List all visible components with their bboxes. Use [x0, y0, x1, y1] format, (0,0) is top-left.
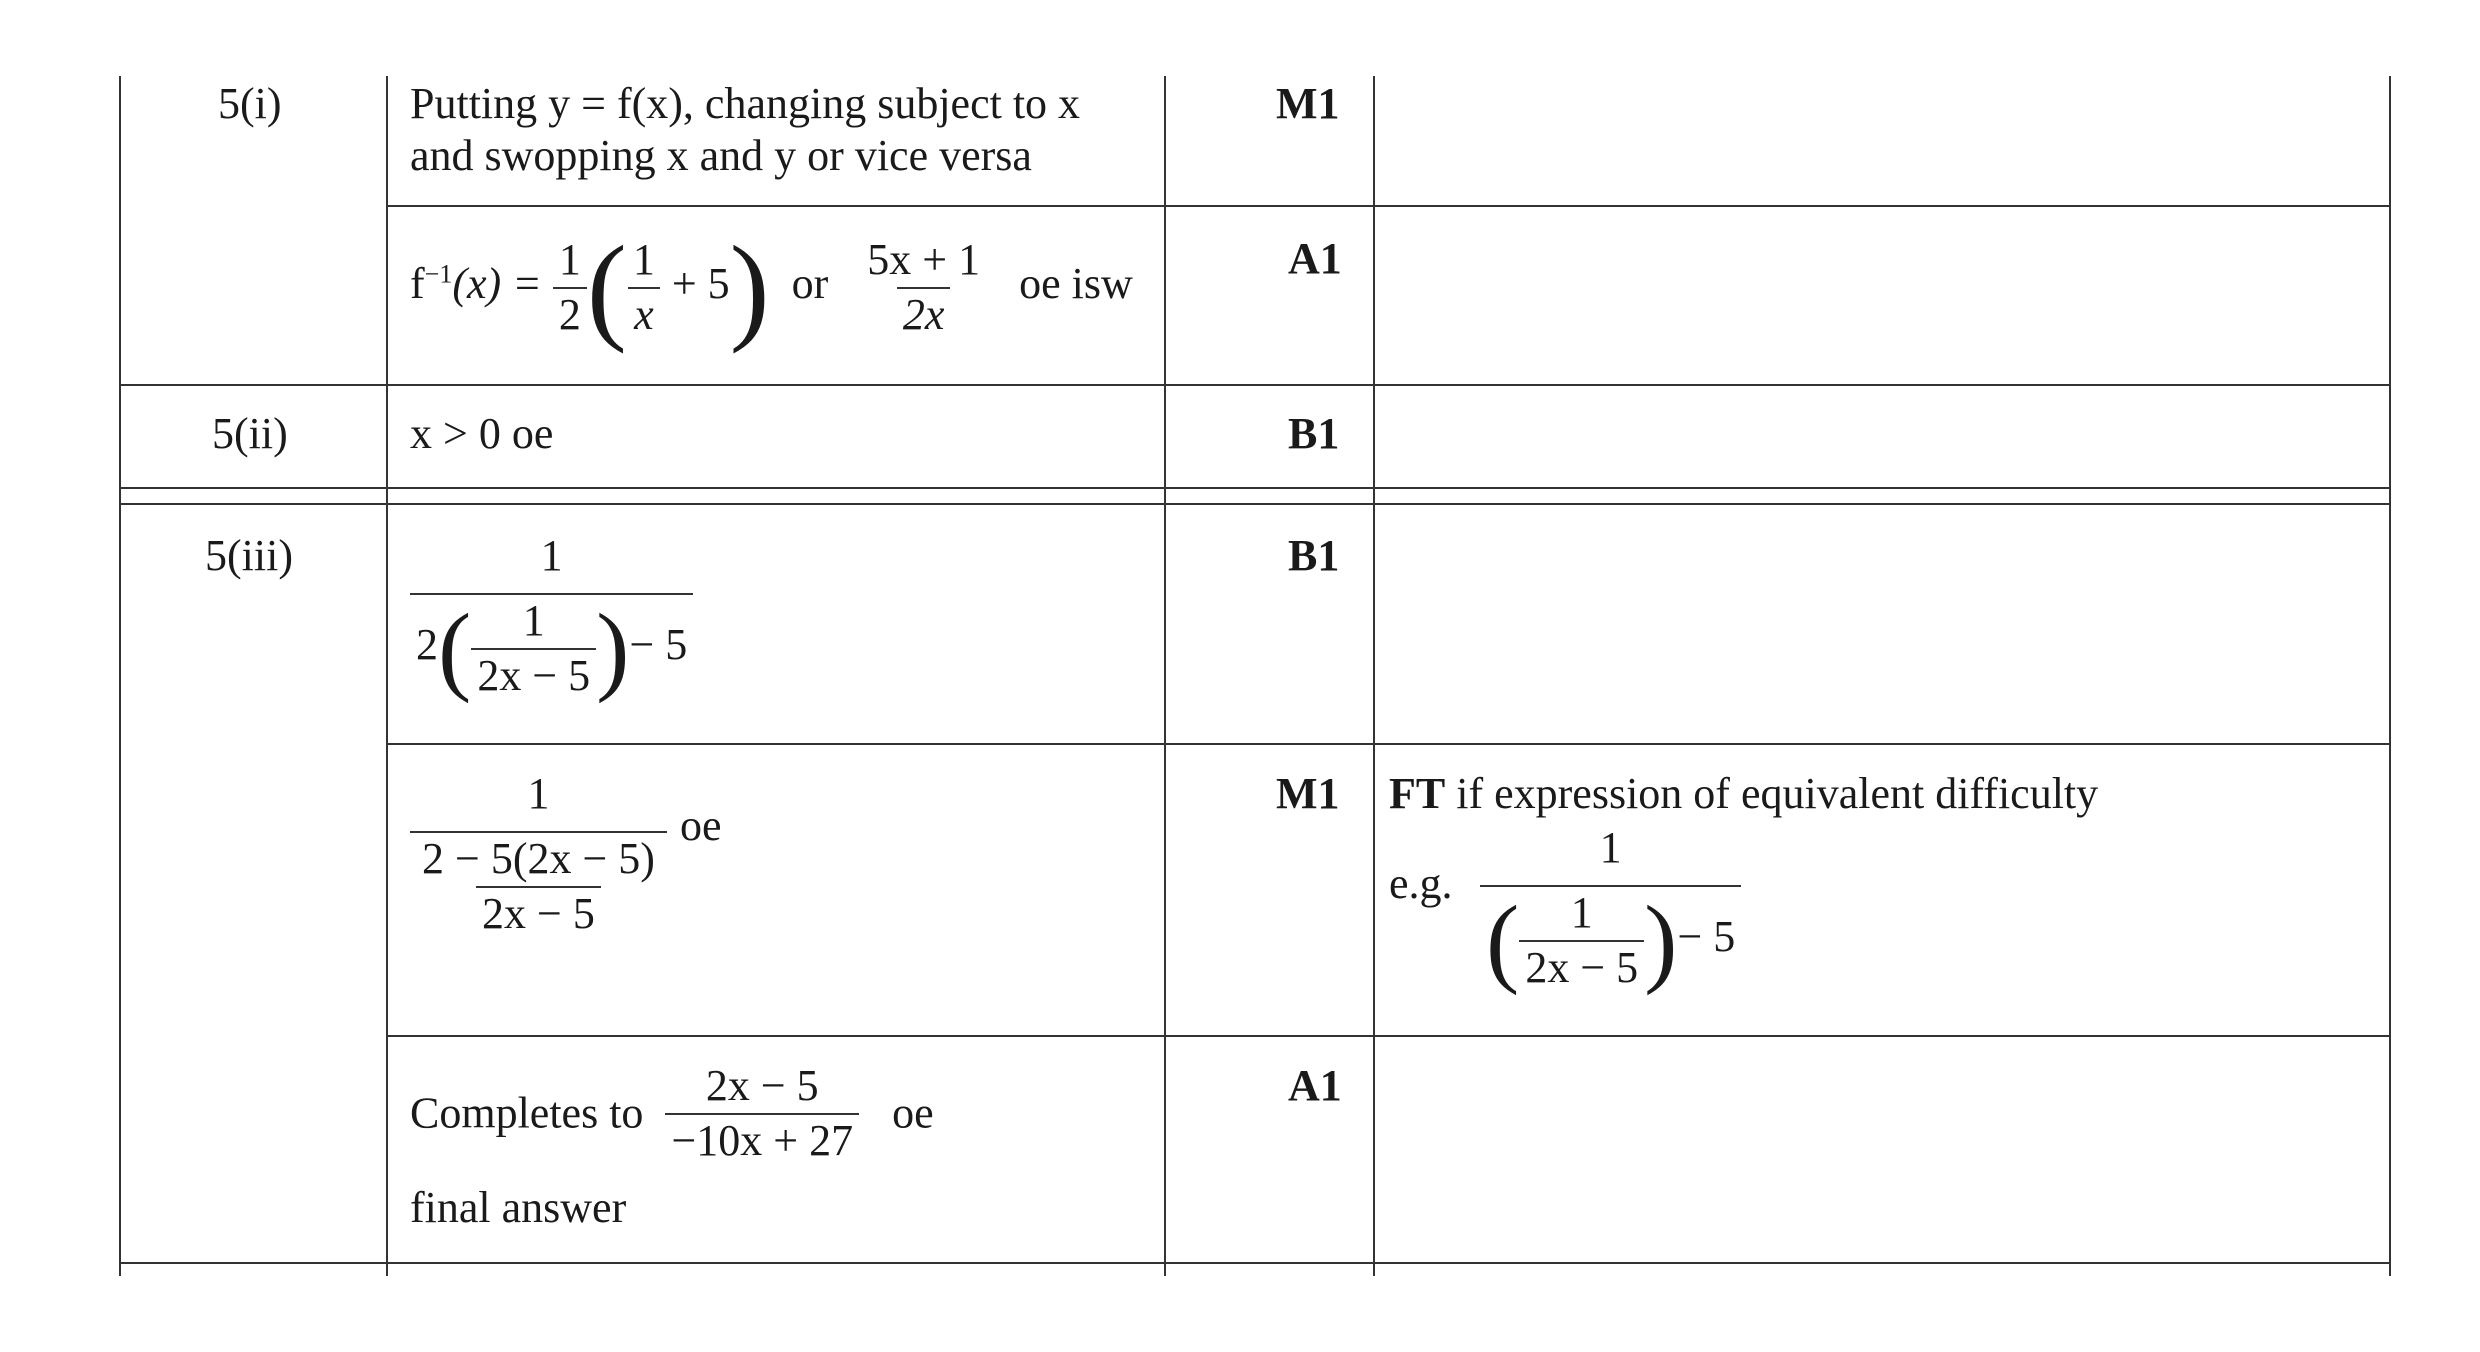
- row-divider: [119, 503, 2390, 505]
- mark-label: M1: [1276, 769, 1340, 818]
- fraction: $\frac{1}{x}$: [627, 234, 661, 342]
- mark-label: B1: [1288, 531, 1340, 580]
- guidance-example: [1480, 822, 1741, 994]
- fraction: $\frac{2x - 5}{-10x + 27}$: [665, 1060, 859, 1168]
- answer-text: Putting y = f(x), changing subject to x: [410, 79, 1081, 128]
- answer-text: and swopping x and y or vice versa: [410, 131, 1032, 180]
- fraction: $\frac{1}{\frac{2 - 5(2x - 5)}{2x - 5}}$: [410, 768, 667, 940]
- row-divider: [387, 1035, 2390, 1037]
- table-border-left: [119, 76, 121, 1276]
- answer-expression: $f^{-1}(x)$ = $\frac{1}{2}$ ( $\frac{1}{x}$ + 5) or $\frac{5x + 1}{2x}$ oe isw: [410, 221, 1133, 354]
- row-divider: [387, 743, 2390, 745]
- fraction: 1 2( $\frac{1}{2x - 5}$ )− 5: [410, 530, 693, 702]
- guidance-text: FT if expression of equivalent difficulty: [1389, 769, 2099, 818]
- question-label: 5(ii): [212, 409, 288, 458]
- fraction: 1 ( $\frac{1}{2x - 5}$ )− 5: [1480, 822, 1741, 994]
- fraction: $\frac{1}{2}$: [553, 234, 587, 342]
- fraction: $\frac{1}{2x - 5}$: [471, 595, 596, 703]
- table-divider-3: [1373, 76, 1375, 1276]
- answer-text: oe: [680, 801, 722, 850]
- table-border-right: [2389, 76, 2391, 1276]
- answer-text: final answer: [410, 1183, 627, 1232]
- table-divider-2: [1164, 76, 1166, 1276]
- mark-label: A1: [1288, 234, 1342, 283]
- fraction: $\frac{2 - 5(2x - 5)}{2x - 5}$: [416, 833, 661, 941]
- guidance-example-label: e.g.: [1389, 859, 1453, 908]
- fraction: $\frac{1}{2x - 5}$: [1519, 887, 1644, 995]
- row-divider: [119, 1262, 2390, 1264]
- row-divider: [387, 205, 2390, 207]
- mark-label: B1: [1288, 409, 1340, 458]
- table-divider-1: [386, 76, 388, 1276]
- answer-expression: Completes to $\frac{2x - 5}{-10x + 27}$ oe: [410, 1060, 934, 1168]
- question-label: 5(i): [218, 79, 282, 128]
- mark-label: A1: [1288, 1061, 1342, 1110]
- mark-label: M1: [1276, 79, 1340, 128]
- row-divider: [119, 487, 2390, 489]
- question-label: 5(iii): [205, 531, 293, 580]
- answer-text: x > 0 oe: [410, 409, 554, 458]
- answer-expression: [410, 530, 693, 702]
- answer-expression: [410, 768, 667, 940]
- row-divider: [119, 384, 2390, 386]
- fraction: $\frac{5x + 1}{2x}$: [861, 234, 986, 342]
